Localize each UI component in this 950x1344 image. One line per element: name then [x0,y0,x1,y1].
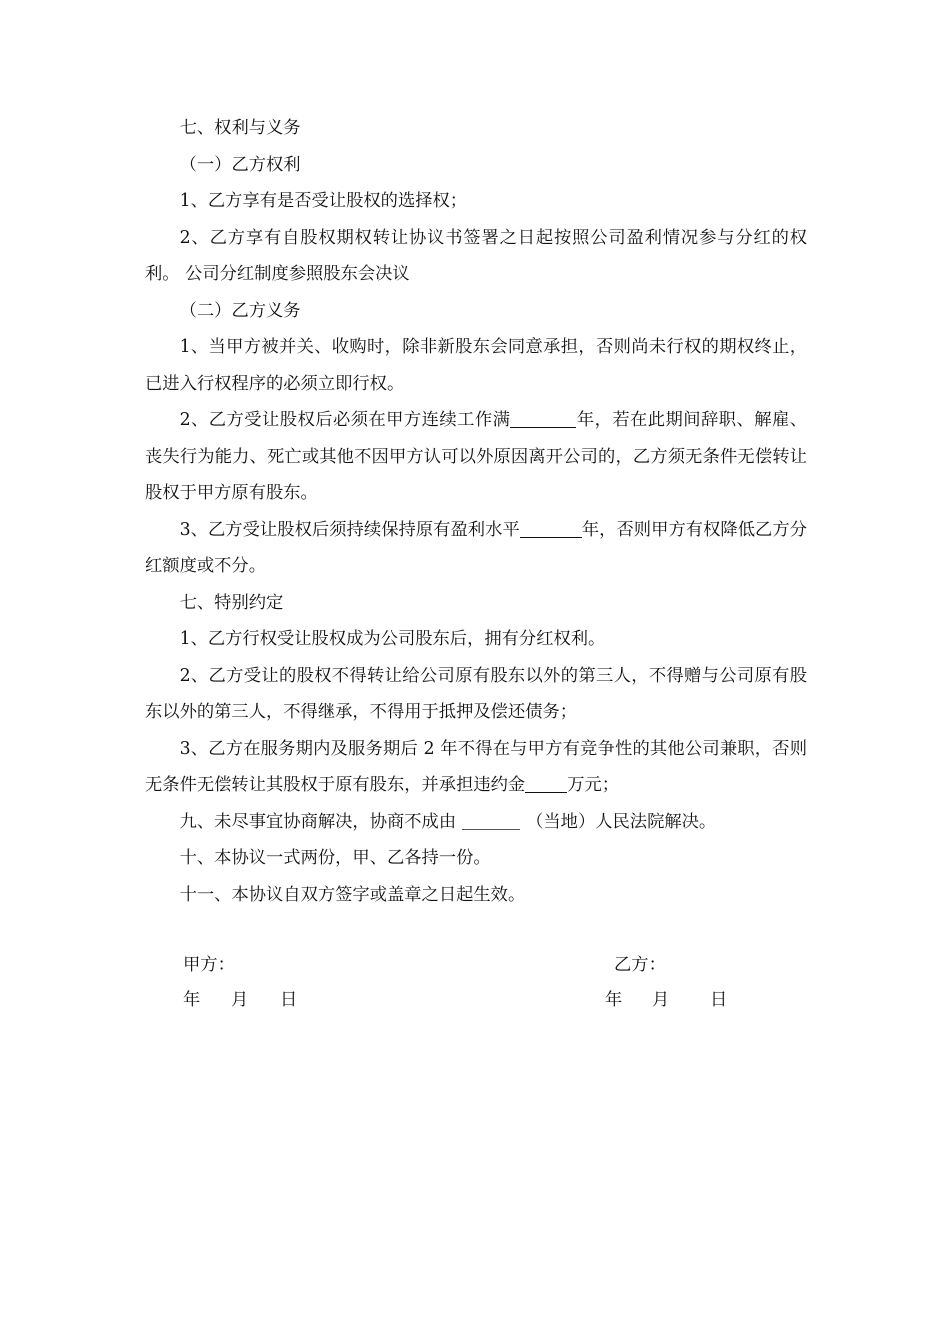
clause-10: 十、本协议一式两份，甲、乙各持一份。 [179,848,491,868]
party-a-date-month: 月 [231,990,249,1010]
clause-9-text-after: （当地）人民法院解决。 [526,811,717,832]
work-years-blank[interactable] [510,405,576,428]
party-b-date-year: 年 [605,990,623,1010]
party-b-obligations-heading: （二）乙方义务 [179,300,301,321]
clause-11: 十一、本协议自双方签字或盖章之日起生效。 [179,884,526,905]
special-terms-heading: 七、特别约定 [179,592,284,613]
clause-9-text-before: 九、未尽事宜协商解决，协商不成由 [179,811,457,832]
special-clause-1: 1、乙方行权受让股权成为公司股东后，拥有分红权利。 [179,629,606,649]
party-b-rights-heading: （一）乙方权利 [179,154,301,175]
party-a-signature-label: 甲方： [183,955,235,975]
party-b-date-month: 月 [652,990,670,1010]
obligation-clause-3 [145,512,807,585]
contract-body [145,110,807,913]
right-clause-1: 1、乙方享有是否受让股权的选择权； [179,191,468,211]
obligation-clause-1: 1、当甲方被并关、收购时，除非新股东会同意承担，否则尚未行权的期权终止，已进入行权程序的必须立即行权。 [145,337,807,394]
profit-years-blank[interactable] [520,515,582,538]
penalty-amount-blank[interactable] [525,770,567,793]
party-a-date-year: 年 [183,990,201,1010]
obligation-clause-2 [145,402,807,512]
special-3-text-before: 3、乙方在服务期内及服务期后 2 年不得在与甲方有竞争性的其他公司兼职，否则无条件无偿转让其股权于原有股东，并承担违约金 [145,738,807,795]
right-clause-2: 2、乙方享有自股权期权转让协议书签署之日起按照公司盈利情况参与分红的权利。 公司分红制度参照股东会决议 [145,227,807,284]
court-location-blank[interactable] [462,807,520,830]
special-clause-3 [145,731,807,804]
rights-obligations-heading: 七、权利与义务 [179,118,301,138]
obligation-2-text-after: 年，若在此期间辞职、解雇、丧失行为能力、死亡或其他不因甲方认可以外原因离开公司的，乙方须无条件无偿转让股权于甲方原有股东。 [145,410,807,503]
party-a-date-day: 日 [280,990,298,1010]
obligation-3-text-after: 年，否则甲方有权降低乙方分红额度或不分。 [145,519,807,576]
party-b-date-day: 日 [710,990,728,1010]
special-clause-2: 2、乙方受让的股权不得转让给公司原有股东以外的第三人，不得赠与公司原有股东以外的第三人，不得继承，不得用于抵押及偿还债务； [145,665,807,722]
clause-9 [145,804,807,841]
party-b-signature-label: 乙方： [614,955,666,975]
obligation-3-text-before: 3、乙方受让股权后须持续保持原有盈利水平 [179,519,520,540]
special-3-text-after: 万元； [567,775,620,795]
obligation-2-text-before: 2、乙方受让股权后必须在甲方连续工作满 [179,410,511,430]
